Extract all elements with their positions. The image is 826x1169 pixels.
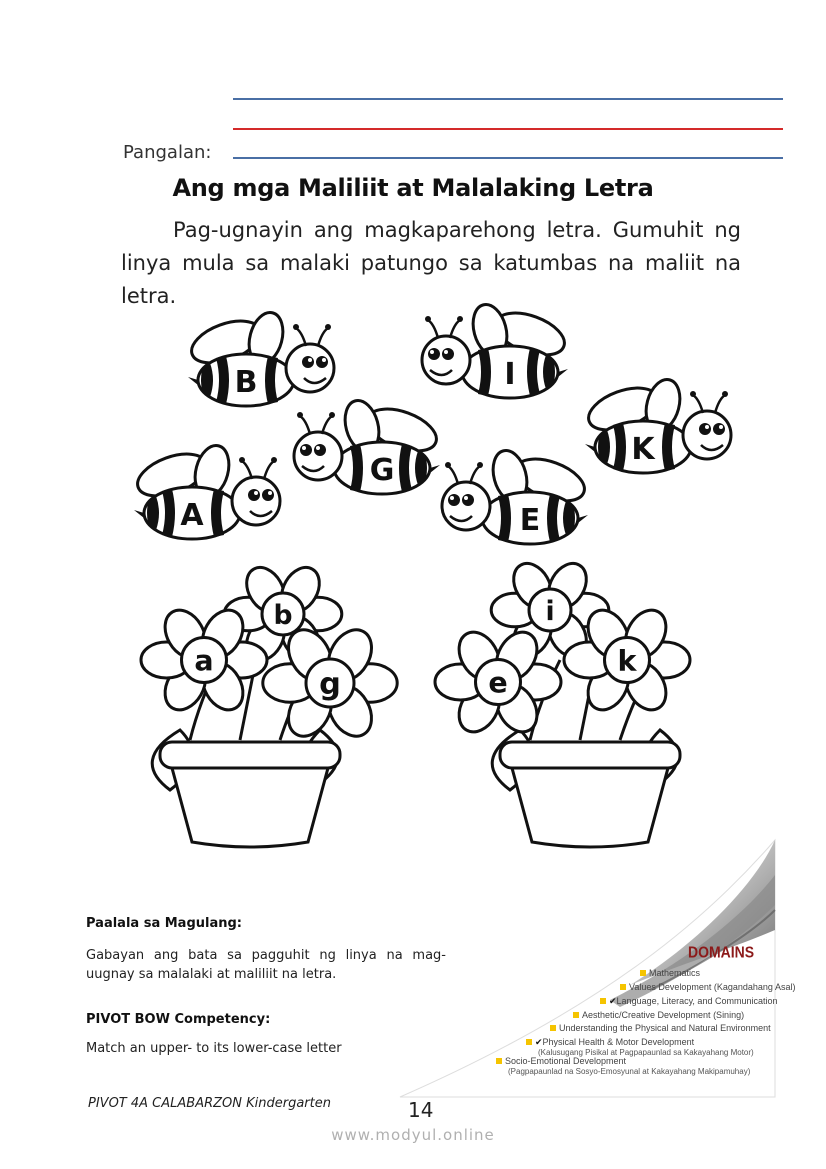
- matching-illustration: [0, 300, 826, 860]
- domain-item: [526, 1037, 694, 1048]
- writing-line-top: [233, 98, 783, 100]
- parent-note-heading: Paalala sa Magulang:: [86, 916, 242, 931]
- domain-sublabel: (Kalusugang Pisikal at Pagpapaunlad sa Kakayahang Motor): [538, 1048, 754, 1057]
- writing-line-middle: [233, 128, 783, 130]
- domains-title: DOMAINS: [688, 942, 755, 962]
- bee-i[interactable]: [422, 301, 570, 398]
- domain-item: [573, 1010, 744, 1020]
- name-label: Pangalan:: [123, 142, 212, 163]
- instructions: Pag-ugnayin ang magkaparehong letra. Gumuhit ng linya mula sa malaki patungo sa katumbas na maliit na letra.: [121, 218, 741, 308]
- bee-letter: K: [631, 432, 655, 467]
- domain-bullet-icon: [526, 1039, 532, 1045]
- domain-item: [600, 996, 777, 1007]
- flower-letter: e: [488, 666, 508, 700]
- domain-label: Values Development (Kagandahang Asal): [629, 982, 796, 992]
- page-title: Ang mga Maliliit at Malalaking Letra: [172, 174, 654, 202]
- domain-item: [550, 1023, 771, 1033]
- flower-letter: k: [617, 644, 637, 678]
- checkmark-icon: ✔: [535, 1037, 543, 1047]
- flower-letter: i: [545, 595, 555, 627]
- domain-bullet-icon: [573, 1012, 579, 1018]
- domain-item: [640, 968, 700, 978]
- footer-program-label: PIVOT 4A CALABARZON Kindergarten: [88, 1096, 331, 1111]
- checkmark-icon: ✔: [609, 996, 617, 1006]
- domain-label: Aesthetic/Creative Development (Sining): [582, 1010, 745, 1020]
- flowers-group: [141, 557, 690, 847]
- bee-a[interactable]: [132, 442, 280, 539]
- domain-item: [620, 982, 795, 992]
- domain-item: [496, 1056, 626, 1066]
- competency-heading: PIVOT BOW Competency:: [86, 1012, 271, 1027]
- domain-label: Understanding the Physical and Natural Environment: [559, 1023, 771, 1033]
- writing-line-bottom[interactable]: [233, 157, 783, 159]
- watermark: www.modyul.online: [331, 1126, 495, 1144]
- domain-label: Language, Literacy, and Communication: [616, 996, 778, 1006]
- bee-e[interactable]: [442, 447, 590, 544]
- bee-k[interactable]: [583, 376, 731, 473]
- bee-letter: I: [504, 357, 516, 392]
- bee-letter: G: [369, 453, 395, 488]
- bee-b[interactable]: [186, 309, 334, 406]
- bee-letter: B: [234, 365, 258, 400]
- domain-label: Socio-Emotional Development: [505, 1056, 627, 1066]
- bee-g[interactable]: [294, 397, 442, 494]
- domain-bullet-icon: [640, 970, 646, 976]
- page-number: 14: [408, 1098, 434, 1122]
- domain-bullet-icon: [496, 1058, 502, 1064]
- flower-letter: g: [319, 667, 341, 703]
- domain-bullet-icon: [550, 1025, 556, 1031]
- domain-bullet-icon: [600, 998, 606, 1004]
- domain-label: Physical Health & Motor Development: [542, 1037, 695, 1047]
- domain-label: Mathematics: [649, 968, 701, 978]
- bees-group: [132, 301, 731, 544]
- bee-letter: E: [519, 503, 541, 538]
- domain-sublabel: (Pagpapaunlad na Sosyo-Emosyunal at Kakayahang Makipamuhay): [508, 1067, 751, 1076]
- bee-letter: A: [180, 498, 204, 533]
- competency-text: Match an upper- to its lower-case letter: [86, 1041, 342, 1056]
- parent-note-text: Gabayan ang bata sa pagguhit ng linya na mag-uugnay sa malalaki at maliliit na letra.: [86, 948, 446, 982]
- flower-letter: b: [273, 599, 293, 631]
- domain-bullet-icon: [620, 984, 626, 990]
- flower-letter: a: [194, 644, 214, 678]
